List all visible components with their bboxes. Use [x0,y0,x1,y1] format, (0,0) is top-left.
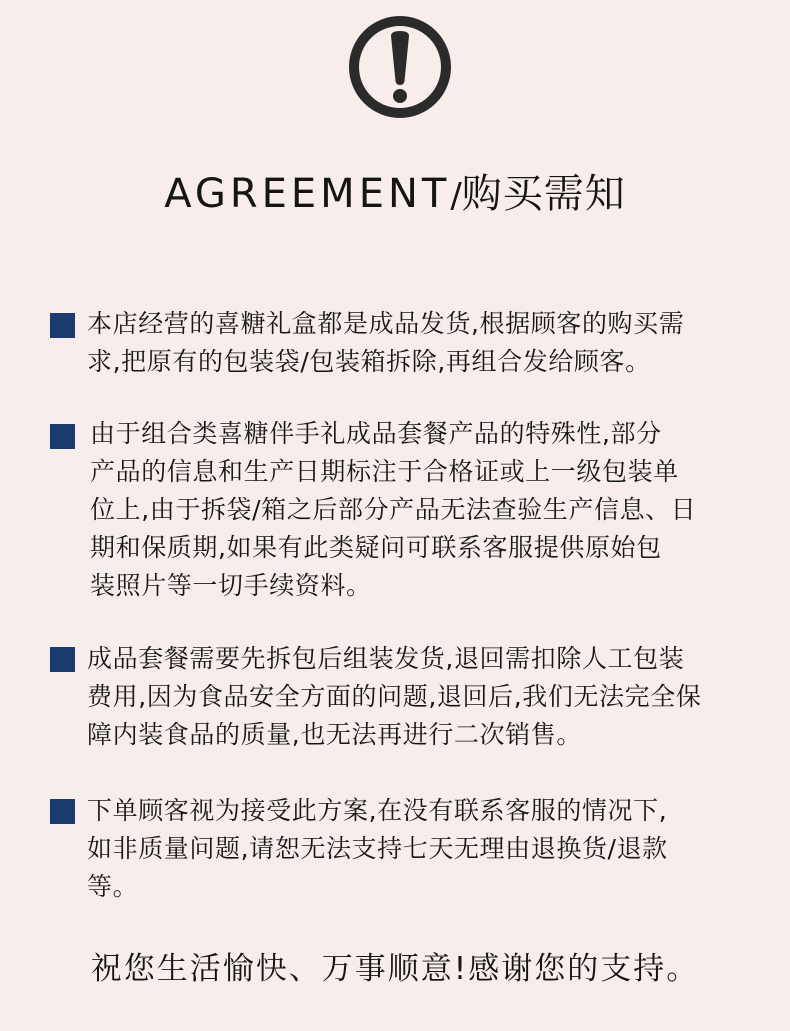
term-line: 由于组合类喜糖伴手礼成品套餐产品的特殊性,部分 [90,419,662,448]
term-line: 位上,由于拆袋/箱之后部分产品无法查验生产信息、日 [90,495,697,524]
square-bullet-icon [50,647,75,672]
term-line: 期和保质期,如果有此类疑问可联系客服提供原始包 [90,533,662,562]
page-title [0,166,790,224]
square-bullet-icon [50,799,75,824]
term-line: 成品套餐需要先拆包后组装发货,退回需扣除人工包装 [87,644,685,673]
closing-message: 祝您生活愉快、万事顺意!感谢您的支持。 [90,951,700,987]
square-bullet-icon [50,313,75,338]
term-text [87,640,767,754]
term-line: 等。 [87,872,139,901]
term-line: 费用,因为食品安全方面的问题,退回后,我们无法完全保 [87,682,702,711]
term-text [90,415,770,605]
term-text [87,792,767,906]
term-line: 求,把原有的包装袋/包装箱拆除,再组合发给顾客。 [87,347,651,376]
exclamation-circle-icon [347,14,453,120]
term-line: 装照片等一切手续资料。 [90,571,372,600]
term-line: 如非质量问题,请恕无法支持七天无理由退换货/退款 [87,834,668,863]
term-text [87,305,767,381]
term-line: 本店经营的喜糖礼盒都是成品发货,根据顾客的购买需 [87,309,685,338]
title-separator: / [450,176,462,216]
term-line: 产品的信息和生产日期标注于合格证或上一级包装单 [90,457,679,486]
term-line: 障内装食品的质量,也无法再进行二次销售。 [87,720,582,749]
title-chinese: 购买需知 [461,171,626,217]
term-line: 下单顾客视为接受此方案,在没有联系客服的情况下, [87,796,668,825]
square-bullet-icon [50,424,75,449]
title-english: AGREEMENT [164,171,451,217]
